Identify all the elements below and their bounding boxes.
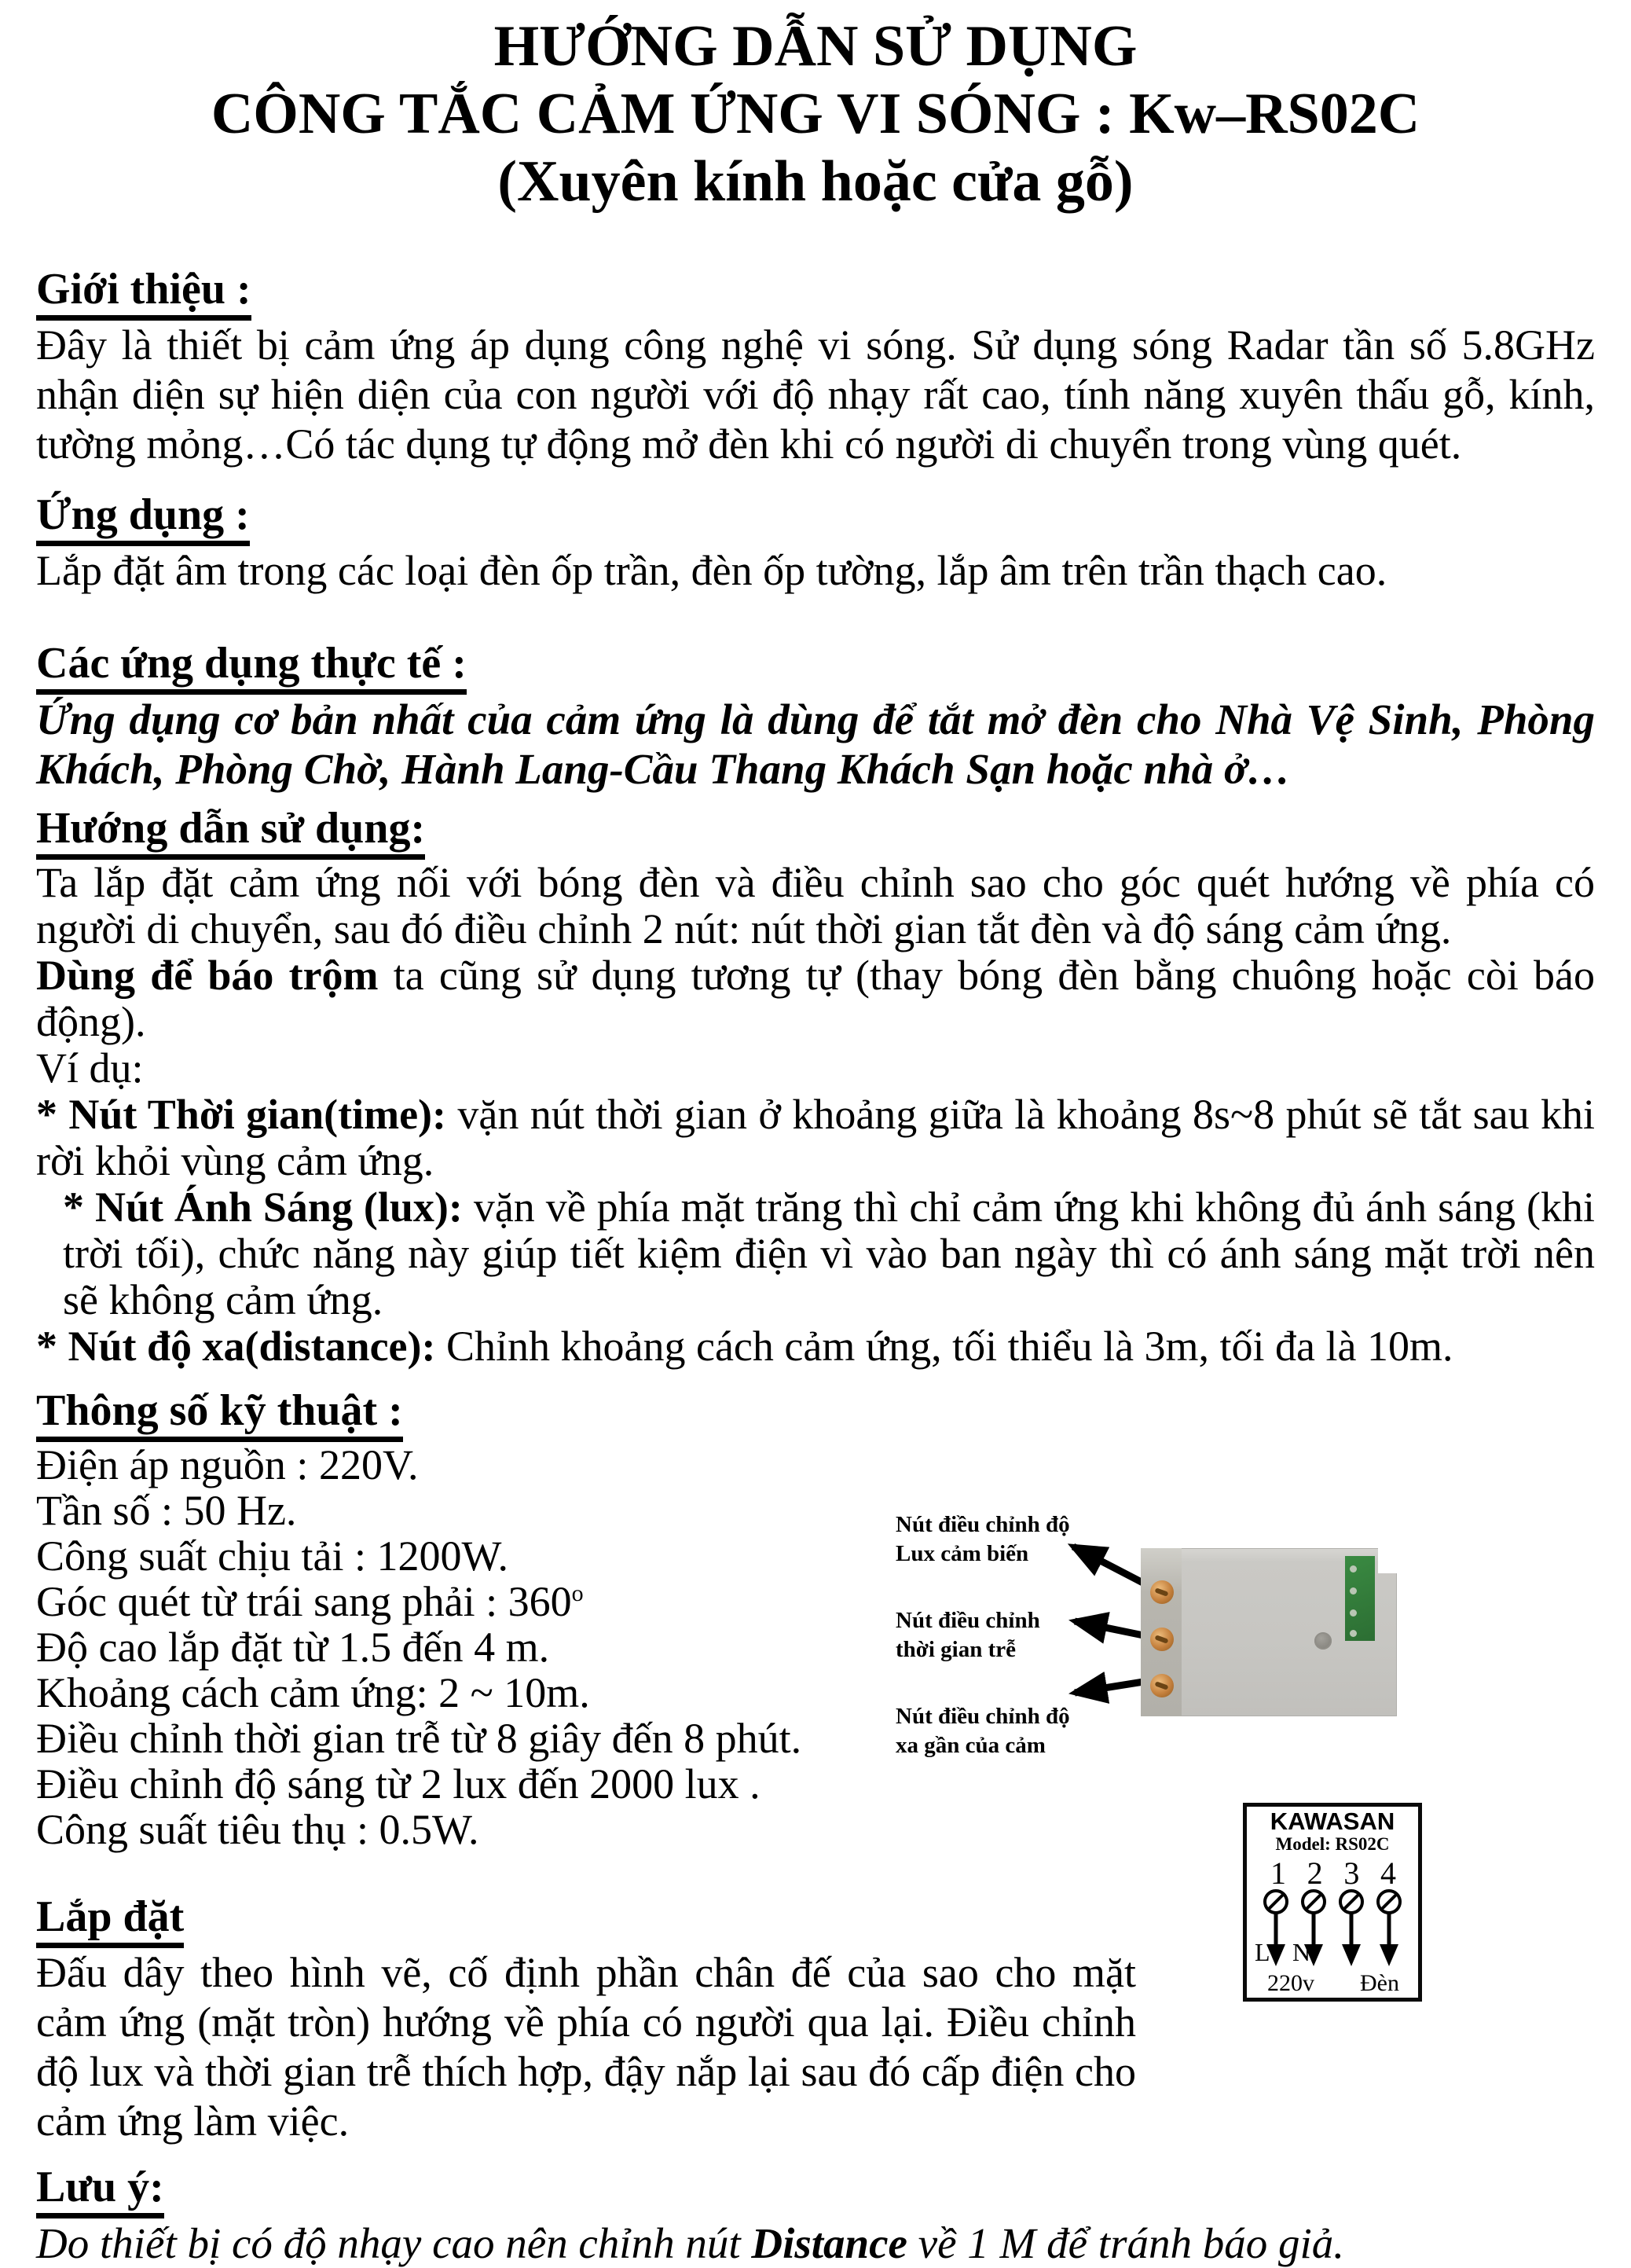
gioi-thieu-paragraph: Đây là thiết bị cảm ứng áp dụng công nghệ vi sóng. Sử dụng sóng Radar tần số 5.8GHz nhận diện sự hiện diện của con người với độ nhạy rất cao, tính năng xuyên thấu gỗ, kính, tường mỏng…Có tác dụng tự động mở đèn khi có người di chuyển trong vùng quét. <box>36 321 1595 468</box>
power-input-label: 220v <box>1267 1970 1314 1996</box>
terminal-pcb-block <box>1345 1556 1375 1641</box>
title-line-3: (Xuyên kính hoặc cửa gỗ) <box>497 149 1134 214</box>
section-heading-ung-dung: Ứng dụng : <box>36 491 1595 546</box>
spec-line-mount-height: Độ cao lắp đặt từ 1.5 đến 4 m. <box>36 1624 550 1671</box>
degree-superscript: o <box>571 1580 584 1606</box>
huong-dan-body <box>36 860 1595 1370</box>
terminal-number-3: 3 <box>1343 1855 1360 1891</box>
brand-name: KAWASAN <box>1270 1807 1395 1835</box>
alarm-lead: Dùng để báo trộm <box>36 952 379 999</box>
spec-line-sweep-angle: Góc quét từ trái sang phải : 360$^o$ <box>36 1578 584 1625</box>
screw-terminal-icons <box>1255 1889 1409 1977</box>
distance-knob-icon <box>1150 1674 1174 1697</box>
time-knob-icon <box>1150 1628 1174 1651</box>
label-distance-knob: Nút điều chỉnh độ xa gần của cảm <box>896 1704 1070 1758</box>
neutral-terminal-letter: N <box>1292 1938 1311 1966</box>
bullet-distance-lead: * Nút độ xa(distance): <box>36 1323 436 1370</box>
huong-dan-paragraph-alarm <box>36 952 1595 1045</box>
terminal-screw-dots <box>1350 1565 1357 1573</box>
lap-dat-paragraph: Đấu dây theo hình vẽ, cố định phần chân đế của sao cho mặt cảm ứng (mặt tròn) hướng về phía có người qua lại. Điều chỉnh độ lux và thời gian trễ thích hợp, đậy nắp lại sau đó cấp điện cho cảm ứng làm việc. <box>36 1949 1136 2145</box>
ung-dung-thuc-te-paragraph: Ứng dụng cơ bản nhất của cảm ứng là dùng để tắt mở đèn cho Nhà Vệ Sinh, Phòng Khách, Phòng Chờ, Hành Lang-Cầu Thang Khách Sạn hoặc nhà ở… <box>36 695 1595 793</box>
title-line-1: HƯỚNG DẪN SỬ DỤNG <box>493 14 1138 79</box>
label-time-knob: Nút điều chỉnh thời gian trễ <box>896 1608 1040 1662</box>
section-heading-luu-y: Lưu ý: <box>36 2163 1595 2218</box>
photo-corner-notch <box>1378 1548 1397 1573</box>
note-distance-word: Distance <box>751 2219 907 2267</box>
label-lux-knob: Nút điều chỉnh độ Lux cảm biến <box>896 1512 1070 1566</box>
lux-knob-icon <box>1150 1580 1174 1604</box>
section-heading-thong-so: Thông số kỹ thuật : <box>36 1387 1595 1442</box>
bullet-lux-rest: vặn về phía mặt trăng thì chỉ cảm ứng khi không đủ ánh sáng (khi trời tối), chức năng này giúp tiết kiệm điện vì vào ban ngày thì có ánh sáng mặt trời nên sẽ không cảm ứng. <box>63 1184 1595 1323</box>
terminal-number-2: 2 <box>1307 1855 1323 1891</box>
line-terminal-letter: L <box>1255 1938 1270 1966</box>
bullet-lux <box>36 1184 1595 1323</box>
terminal-numbers-row <box>1247 1855 1418 1889</box>
terminal-number-1: 1 <box>1270 1855 1286 1891</box>
spec-line-frequency: Tần số : 50 Hz. <box>36 1487 297 1534</box>
bullet-lux-lead: * Nút Ánh Sáng (lux): <box>63 1184 463 1231</box>
example-label: Ví dụ: <box>36 1044 144 1092</box>
luu-y-paragraph <box>36 2218 1595 2268</box>
spec-line-voltage: Điện áp nguồn : 220V. <box>36 1441 419 1488</box>
note-pre: Do thiết bị có độ nhạy cao nên chỉnh nút <box>36 2219 752 2267</box>
case-screw-icon <box>1314 1632 1332 1650</box>
sensor-annotation-figure <box>856 1493 1631 1807</box>
alarm-rest: ta cũng sử dụng tương tự (thay bóng đèn bằng chuông hoặc còi báo động). <box>36 952 1595 1045</box>
section-heading-huong-dan: Hướng dẫn sử dụng: <box>36 805 1595 860</box>
model-number: Model: RS02C <box>1275 1834 1390 1854</box>
section-heading-lap-dat: Lắp đặt <box>36 1893 1595 1948</box>
lamp-output-label: Đèn <box>1360 1970 1399 1996</box>
spec-line-delay-time: Điều chỉnh thời gian trễ từ 8 giây đến 8 phút. <box>36 1715 802 1762</box>
bullet-time-lead: * Nút Thời gian(time): <box>36 1091 447 1138</box>
sensor-product-photo <box>1141 1548 1397 1716</box>
title-line-2: CÔNG TẮC CẢM ỨNG VI SÓNG : Kw–RS02C <box>211 82 1420 146</box>
ung-dung-paragraph: Lắp đặt âm trong các loại đèn ốp trần, đèn ốp tường, lắp âm trên trần thạch cao. <box>36 547 1387 594</box>
section-heading-gioi-thieu: Giới thiệu : <box>36 266 1595 321</box>
wiring-bottom-labels <box>1247 1971 1418 1996</box>
wiring-diagram-box <box>1243 1803 1422 2002</box>
document-title <box>36 13 1595 215</box>
section-heading-ung-dung-thuc-te: Các ứng dụng thực tế : <box>36 640 1595 695</box>
spec-line-load-power: Công suất chịu tải : 1200W. <box>36 1532 508 1580</box>
terminal-number-4: 4 <box>1380 1855 1396 1891</box>
spec-line-lux-range: Điều chỉnh độ sáng từ 2 lux đến 2000 lux . <box>36 1760 761 1807</box>
bullet-distance-rest: Chỉnh khoảng cách cảm ứng, tối thiểu là 3m, tối đa là 10m. <box>435 1323 1453 1370</box>
bullet-time-rest: vặn nút thời gian ở khoảng giữa là khoảng 8s~8 phút sẽ tắt sau khi rời khỏi vùng cảm ứng. <box>36 1091 1595 1184</box>
bullet-time <box>36 1092 1595 1184</box>
bullet-distance <box>36 1323 1595 1370</box>
spec-line-sensing-distance: Khoảng cách cảm ứng: 2 ~ 10m. <box>36 1669 590 1716</box>
huong-dan-paragraph-1: Ta lắp đặt cảm ứng nối với bóng đèn và điều chỉnh sao cho góc quét hướng về phía có người di chuyển, sau đó điều chỉnh 2 nút: nút thời gian tắt đèn và độ sáng cảm ứng. <box>36 859 1595 952</box>
note-post: về 1 M để tránh báo giả. <box>907 2219 1344 2267</box>
spec-line-consumption: Công suất tiêu thụ : 0.5W. <box>36 1806 479 1853</box>
